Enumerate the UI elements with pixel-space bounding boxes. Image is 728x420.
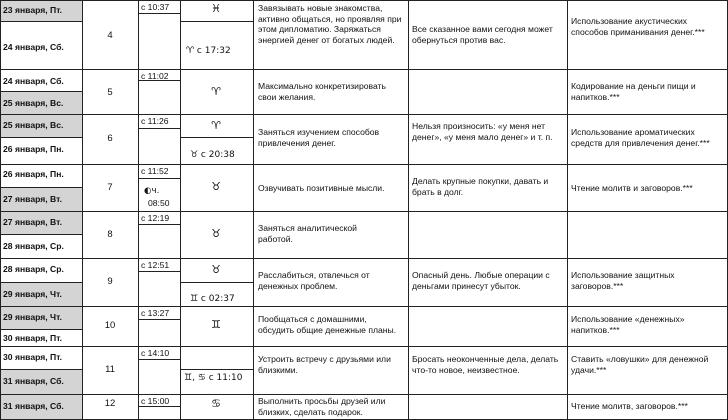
moonrise-time: с 10:37 bbox=[141, 2, 170, 12]
zodiac-sign-aries-icon: ♈ bbox=[211, 87, 221, 98]
moonrise-time: с 14:10 bbox=[141, 348, 170, 358]
lunar-day-number: 6 bbox=[107, 134, 113, 144]
zodiac-sign-pisces-icon: ♓ bbox=[211, 4, 221, 15]
date-label: 24 января, Сб. bbox=[3, 42, 64, 52]
task-text: Пообщаться с домашними, обсудить общие денежные планы. bbox=[258, 314, 397, 335]
task-text: Устроить встречу с друзьями или близкими. bbox=[258, 354, 391, 375]
secret-text: Использование акустических способов приманивания денег.*** bbox=[571, 16, 705, 37]
zodiac-sign-taurus-icon: ♉ bbox=[211, 265, 221, 276]
lunar-day-number: 11 bbox=[105, 365, 115, 375]
zodiac-sign-gemini-icon: ♊ с 02:37 bbox=[190, 294, 235, 304]
task-text: Озвучивать позитивные мысли. bbox=[258, 183, 385, 193]
lunar-day-number: 9 bbox=[107, 277, 113, 287]
danger-text: Делать крупные покупки, давать и брать в долг. bbox=[412, 176, 549, 197]
moonrise-time: с 15:00 bbox=[141, 396, 170, 406]
moon-phase-icon: ◐ч. bbox=[144, 186, 160, 196]
moonrise-time: с 12:19 bbox=[141, 213, 170, 223]
moonrise-time: с 12:51 bbox=[141, 260, 170, 270]
zodiac-sign-aries-icon: ♈ с 17:32 bbox=[186, 46, 231, 56]
date-label: 26 января, Пн. bbox=[3, 144, 64, 154]
task-text: Завязывать новые знакомства, активно общаться, но проявляя при этом дипломатию. Заряжаться энергией денег от богатых людей. bbox=[258, 3, 402, 45]
date-label: 27 января, Вт. bbox=[3, 217, 62, 227]
zodiac-sign-taurus-icon: ♉ bbox=[211, 182, 221, 193]
date-label: 28 января, Ср. bbox=[3, 264, 64, 274]
zodiac-sign-taurus-icon: ♉ bbox=[211, 229, 221, 240]
danger-text: Бросать неоконченные дела, делать что-то новое, неизвестное. bbox=[412, 354, 559, 375]
task-text: Заняться аналитической работой. bbox=[258, 223, 357, 244]
secret-text: Чтение молитв, заговоров.*** bbox=[571, 401, 688, 411]
moonrise-time: с 11:26 bbox=[141, 116, 169, 126]
lunar-day-number: 10 bbox=[104, 321, 116, 331]
lunar-day-number: 7 bbox=[107, 183, 113, 193]
date-label: 29 января, Чт. bbox=[3, 312, 62, 322]
moonrise-time: с 13:27 bbox=[141, 308, 170, 318]
danger-text: Нельзя произносить: «у меня нет денег», «у меня мало денег» и т. п. bbox=[412, 121, 553, 142]
lunar-day-number: 5 bbox=[107, 88, 113, 98]
date-label: 28 января, Ср. bbox=[3, 241, 64, 251]
secret-text: Чтение молитв и заговоров.*** bbox=[571, 183, 693, 193]
date-label: 25 января, Вс. bbox=[3, 120, 64, 130]
task-text: Максимально конкретизировать свои желания. bbox=[258, 81, 387, 102]
danger-text: Опасный день. Любые операции с деньгами принесут убыток. bbox=[412, 270, 550, 291]
danger-text: Все сказанное вами сегодня может обернуться против вас. bbox=[412, 24, 553, 45]
date-label: 26 января, Пн. bbox=[3, 169, 64, 179]
secret-text: Ставить «ловушки» для денежной удачи.*** bbox=[571, 354, 709, 375]
date-label: 23 января, Пт. bbox=[3, 5, 63, 15]
lunar-day-number: 4 bbox=[107, 31, 113, 41]
moon-phase-time: 08:50 bbox=[148, 198, 170, 208]
zodiac-sign-gemini-icon: ♊ bbox=[211, 320, 221, 331]
lunar-day-number: 8 bbox=[107, 230, 113, 240]
moonrise-time: с 11:52 bbox=[141, 166, 169, 176]
secret-text: Кодирование на деньги пищи и напитков.*** bbox=[571, 81, 696, 102]
secret-text: Использование ароматических средств для привлечения денег.*** bbox=[571, 127, 710, 148]
zodiac-sign-taurus-icon: ♉ с 20:38 bbox=[190, 150, 235, 160]
date-label: 30 января, Пт. bbox=[3, 333, 63, 343]
date-label: 30 января, Пт. bbox=[3, 352, 63, 362]
date-label: 27 января, Вт. bbox=[3, 194, 62, 204]
moonrise-time: с 11:02 bbox=[141, 71, 169, 81]
zodiac-sign-aries-icon: ♈ bbox=[211, 121, 221, 132]
zodiac-sign-cancer-icon: ♋ bbox=[211, 399, 221, 410]
task-text: Заняться изучением способов привлечения денег. bbox=[258, 127, 380, 148]
secret-text: Использование защитных заговоров.*** bbox=[571, 270, 675, 291]
task-text: Расслабиться, отвлечься от денежных проблем. bbox=[258, 270, 370, 291]
zodiac-sign-gemini-cancer-icon: ♊, ♋ с 11:10 bbox=[184, 373, 243, 383]
lunar-day-number: 12 bbox=[104, 399, 116, 409]
task-text: Выполнить просьбы друзей или близких, сделать подарок. bbox=[258, 396, 386, 417]
secret-text: Использование «денежных» напитков.*** bbox=[571, 314, 685, 335]
date-label: 24 января, Сб. bbox=[3, 76, 64, 86]
date-label: 31 января, Сб. bbox=[3, 401, 64, 411]
date-label: 25 января, Вс. bbox=[3, 98, 64, 108]
date-label: 31 января, Сб. bbox=[3, 376, 64, 386]
date-label: 29 января, Чт. bbox=[3, 289, 62, 299]
